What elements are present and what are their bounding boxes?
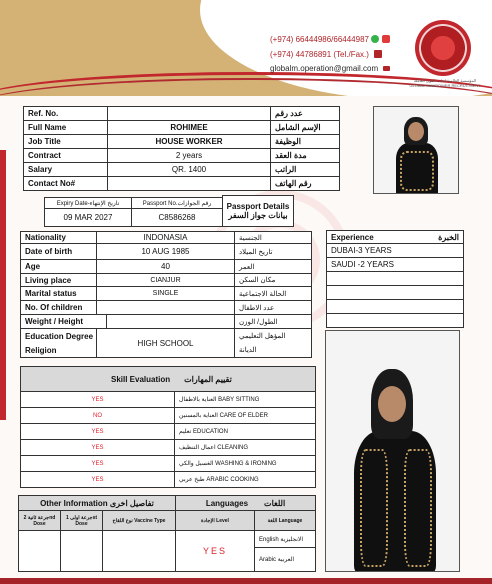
nationality-label-ar: الجنسية <box>234 231 312 244</box>
contact-label-ar: رقم الهاتف <box>270 176 340 191</box>
marital-label-ar: الحالة الاجتماعية <box>234 286 312 301</box>
skill-value: YES <box>20 439 175 456</box>
phone-line <box>270 35 393 44</box>
jobtitle-label-ar: الوظيفة <box>270 134 340 149</box>
skills-title-ar: تقييم المهارات <box>184 374 232 384</box>
fax-line <box>270 50 385 59</box>
contact-label: Contact No# <box>23 176 108 191</box>
skill-label: العناية بالاطفال BABY SITTING <box>174 391 316 408</box>
religion-label: Religion <box>25 345 57 355</box>
living-place-label: Living place <box>20 273 97 287</box>
mail-icon <box>383 66 390 71</box>
other-info-title: Other Information تفاصيل اخرى <box>18 495 176 511</box>
education-label: Education Degree <box>25 331 94 341</box>
logo-arabic: المؤسسة العالمية لجلب القوى العاملة <box>413 78 477 83</box>
age-value: 40 <box>96 259 235 274</box>
vaccine-type-cell <box>102 530 176 572</box>
skill-label: طبخ عربي ARABIC COOKING <box>174 471 316 488</box>
marital-label: Marital status <box>20 286 97 301</box>
skills-title: Skill Evaluation <box>111 374 171 384</box>
dob-label: Date of birth <box>20 243 97 260</box>
experience-item: DUBAI-3 YEARS <box>326 243 464 258</box>
living-place-label-ar: مكان السكن <box>234 273 312 287</box>
logo-english: GLOBAL MANPOWER RECRUITMENT <box>409 83 481 88</box>
level-header: الإجادة Level <box>175 510 255 531</box>
email-text: globalm.operation@gmail.com <box>270 64 379 73</box>
fax-text: (+974) 44786891 (Tel./Fax.) <box>270 50 369 59</box>
phone-icon <box>382 35 390 43</box>
education-religion-labels <box>20 328 97 358</box>
dob-label-ar: تاريخ الميلاد <box>234 243 312 260</box>
ref-label-ar: عدد رقم <box>270 106 340 121</box>
languages-title: Languages <box>205 498 249 508</box>
fullname-label: Full Name <box>23 120 108 135</box>
weight-height-label-ar: الطول/ الوزن <box>234 314 312 329</box>
experience-item <box>326 299 464 314</box>
children-label: No. Of children <box>20 300 97 315</box>
portrait-photo-small <box>373 106 459 194</box>
experience-item <box>326 285 464 300</box>
phone-text: (+974) 66444986/66444987 <box>270 35 369 44</box>
children-label-ar: عدد الاطفال <box>234 300 312 315</box>
weight-height-label: Weight / Height <box>20 314 107 329</box>
experience-title: Experience <box>331 232 374 242</box>
skills-header <box>20 366 316 392</box>
contract-label: Contract <box>23 148 108 163</box>
children-value <box>96 300 235 315</box>
religion-label-ar: الديانة <box>239 347 257 354</box>
passport-no-label: Passport No.رقم الجوازات <box>131 197 223 209</box>
passport-title-ar: بيانات جواز السفر <box>228 211 288 220</box>
skill-label: اعمال التنظيف CLEANING <box>174 439 316 456</box>
skill-value: NO <box>20 407 175 424</box>
second-dose-header: جرعة ثانية 2nd Dose <box>18 510 61 531</box>
contact-value <box>107 176 271 191</box>
contract-value: 2 years <box>107 148 271 163</box>
expiry-label: Expiry Date-تاريخ الإنتهاء <box>44 197 132 209</box>
whatsapp-icon <box>371 35 379 43</box>
languages-title-ar: اللغات <box>264 498 286 508</box>
skill-label: العناية بالمسنين CARE OF ELDER <box>174 407 316 424</box>
living-place-value: CIANJUR <box>96 273 235 287</box>
nationality-label: Nationality <box>20 231 97 244</box>
passport-no-value: C8586268 <box>131 208 223 227</box>
portrait-photo-large <box>325 330 460 572</box>
dob-value: 10 AUG 1985 <box>96 243 235 260</box>
language-level-value: YES <box>175 530 255 572</box>
fax-icon <box>374 50 382 58</box>
experience-item: SAUDI -2 YEARS <box>326 257 464 272</box>
contract-label-ar: مدة العقد <box>270 148 340 163</box>
first-dose-header: جرعة اولى 1st Dose <box>60 510 103 531</box>
nationality-value: INDONASIA <box>96 231 235 244</box>
company-logo <box>415 20 471 76</box>
skill-value: YES <box>20 455 175 472</box>
education-religion-labels-ar <box>234 328 312 358</box>
fullname-value: ROHIMEE <box>107 120 271 135</box>
bottom-accent-bar <box>0 578 492 584</box>
passport-title-en: Passport Details <box>226 202 290 211</box>
skill-label: تعليم EDUCATION <box>174 423 316 440</box>
left-accent-bar <box>0 150 6 420</box>
language-item: Arabic العربية <box>254 547 316 572</box>
first-dose-cell <box>60 530 103 572</box>
ref-label: Ref. No. <box>23 106 108 121</box>
salary-label-ar: الراتب <box>270 162 340 177</box>
skill-value: YES <box>20 423 175 440</box>
weight-height-value <box>106 314 235 329</box>
fullname-label-ar: الإسم الشامل <box>270 120 340 135</box>
experience-header <box>326 230 464 244</box>
email-line <box>270 64 400 73</box>
expiry-value: 09 MAR 2027 <box>44 208 132 227</box>
education-value: HIGH SCHOOL <box>96 328 235 358</box>
age-label: Age <box>20 259 97 274</box>
ref-value <box>107 106 271 121</box>
salary-value: QR. 1400 <box>107 162 271 177</box>
experience-item <box>326 271 464 286</box>
jobtitle-label: Job Title <box>23 134 108 149</box>
language-header: اللغة Language <box>254 510 316 531</box>
vaccine-type-header: نوع اللقاح Vaccine Type <box>102 510 176 531</box>
marital-value: SINGLE <box>96 286 235 301</box>
salary-label: Salary <box>23 162 108 177</box>
second-dose-cell <box>18 530 61 572</box>
education-label-ar: المؤهل التعليمي <box>239 333 286 340</box>
skill-value: YES <box>20 391 175 408</box>
language-item: English الانجليزية <box>254 530 316 548</box>
age-label-ar: العمر <box>234 259 312 274</box>
skill-value: YES <box>20 471 175 488</box>
experience-item <box>326 313 464 328</box>
languages-header <box>175 495 316 511</box>
logo-caption <box>405 78 485 88</box>
jobtitle-value: HOUSE WORKER <box>107 134 271 149</box>
skill-label: الغسيل والكي WASHING & IRONING <box>174 455 316 472</box>
passport-title <box>222 195 294 227</box>
experience-title-ar: الخبرة <box>438 232 459 242</box>
